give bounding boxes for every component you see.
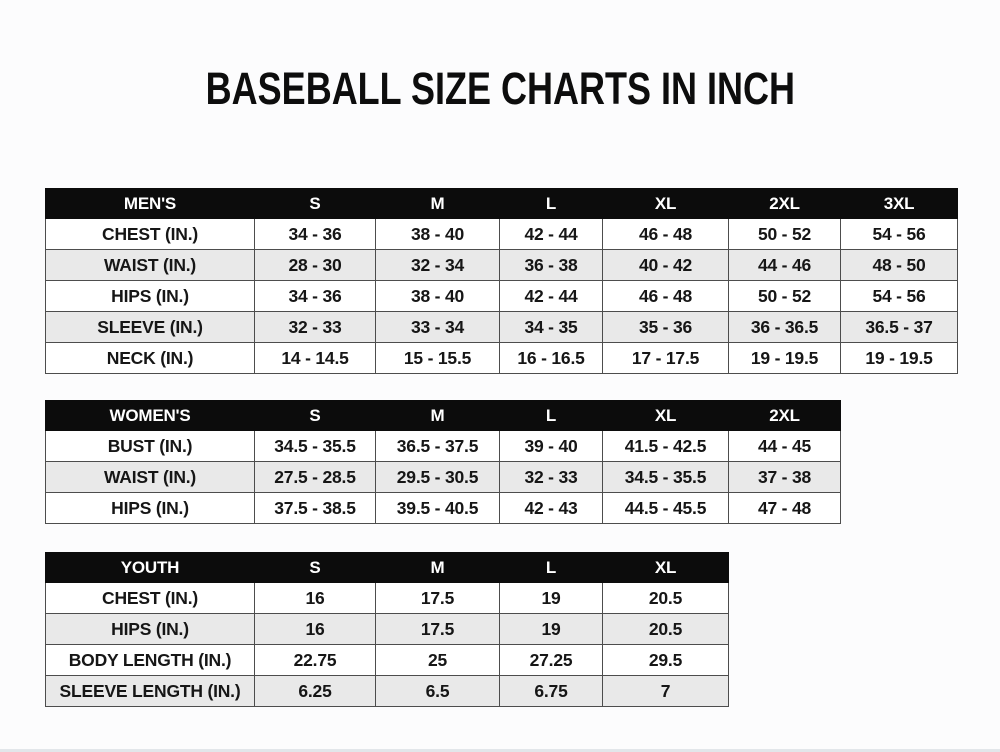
size-cell: 34 - 36 (255, 219, 376, 250)
womens-table-title: WOMEN'S (46, 401, 255, 431)
row-label: SLEEVE LENGTH (IN.) (46, 676, 255, 707)
size-cell: 33 - 34 (376, 312, 500, 343)
mens-header-row (46, 189, 958, 219)
size-cell: 34 - 35 (500, 312, 603, 343)
mens-col-header-xl: XL (603, 189, 729, 219)
size-cell: 19 (500, 583, 603, 614)
size-cell: 35 - 36 (603, 312, 729, 343)
size-cell: 39.5 - 40.5 (376, 493, 500, 524)
size-cell: 54 - 56 (841, 219, 958, 250)
row-label: NECK (IN.) (46, 343, 255, 374)
row-label: CHEST (IN.) (46, 219, 255, 250)
size-cell: 20.5 (603, 583, 729, 614)
row-label: BUST (IN.) (46, 431, 255, 462)
size-cell: 36 - 36.5 (729, 312, 841, 343)
size-cell: 38 - 40 (376, 219, 500, 250)
womens-row-waist (46, 462, 841, 493)
row-label: WAIST (IN.) (46, 462, 255, 493)
mens-col-header-l: L (500, 189, 603, 219)
size-cell: 7 (603, 676, 729, 707)
size-cell: 20.5 (603, 614, 729, 645)
size-cell: 42 - 44 (500, 281, 603, 312)
size-cell: 17.5 (376, 614, 500, 645)
size-cell: 27.5 - 28.5 (255, 462, 376, 493)
size-cell: 40 - 42 (603, 250, 729, 281)
youth-size-table (45, 552, 729, 707)
youth-row-chest (46, 583, 729, 614)
size-cell: 32 - 33 (500, 462, 603, 493)
size-cell: 15 - 15.5 (376, 343, 500, 374)
size-cell: 25 (376, 645, 500, 676)
size-cell: 17 - 17.5 (603, 343, 729, 374)
size-cell: 19 - 19.5 (729, 343, 841, 374)
size-cell: 19 (500, 614, 603, 645)
size-cell: 27.25 (500, 645, 603, 676)
size-cell: 19 - 19.5 (841, 343, 958, 374)
size-cell: 29.5 (603, 645, 729, 676)
womens-size-table (45, 400, 841, 524)
size-cell: 32 - 34 (376, 250, 500, 281)
womens-col-header-xl: XL (603, 401, 729, 431)
womens-col-header-m: M (376, 401, 500, 431)
womens-col-header-l: L (500, 401, 603, 431)
page-title (0, 64, 1000, 114)
mens-row-hips (46, 281, 958, 312)
mens-size-table (45, 188, 958, 374)
size-cell: 34.5 - 35.5 (255, 431, 376, 462)
size-cell: 29.5 - 30.5 (376, 462, 500, 493)
size-cell: 54 - 56 (841, 281, 958, 312)
size-cell: 32 - 33 (255, 312, 376, 343)
womens-col-header-s: S (255, 401, 376, 431)
size-cell: 37 - 38 (729, 462, 841, 493)
size-cell: 16 - 16.5 (500, 343, 603, 374)
size-cell: 46 - 48 (603, 219, 729, 250)
size-cell: 36 - 38 (500, 250, 603, 281)
size-cell: 42 - 44 (500, 219, 603, 250)
youth-table-title: YOUTH (46, 553, 255, 583)
womens-row-bust (46, 431, 841, 462)
size-cell: 50 - 52 (729, 219, 841, 250)
size-cell: 37.5 - 38.5 (255, 493, 376, 524)
mens-col-header-2xl: 2XL (729, 189, 841, 219)
row-label: SLEEVE (IN.) (46, 312, 255, 343)
size-cell: 6.5 (376, 676, 500, 707)
size-cell: 41.5 - 42.5 (603, 431, 729, 462)
row-label: WAIST (IN.) (46, 250, 255, 281)
womens-header-row (46, 401, 841, 431)
mens-row-sleeve (46, 312, 958, 343)
size-cell: 47 - 48 (729, 493, 841, 524)
row-label: HIPS (IN.) (46, 281, 255, 312)
size-cell: 34.5 - 35.5 (603, 462, 729, 493)
womens-col-header-2xl: 2XL (729, 401, 841, 431)
size-cell: 14 - 14.5 (255, 343, 376, 374)
size-cell: 50 - 52 (729, 281, 841, 312)
size-cell: 34 - 36 (255, 281, 376, 312)
youth-row-body-length (46, 645, 729, 676)
mens-col-header-3xl: 3XL (841, 189, 958, 219)
mens-table-title: MEN'S (46, 189, 255, 219)
size-cell: 48 - 50 (841, 250, 958, 281)
womens-row-hips (46, 493, 841, 524)
youth-col-header-s: S (255, 553, 376, 583)
youth-header-row (46, 553, 729, 583)
youth-col-header-xl: XL (603, 553, 729, 583)
size-cell: 39 - 40 (500, 431, 603, 462)
size-cell: 46 - 48 (603, 281, 729, 312)
row-label: HIPS (IN.) (46, 614, 255, 645)
size-cell: 36.5 - 37.5 (376, 431, 500, 462)
size-cell: 28 - 30 (255, 250, 376, 281)
size-cell: 22.75 (255, 645, 376, 676)
mens-col-header-m: M (376, 189, 500, 219)
page-title-text: BASEBALL SIZE CHARTS IN INCH (205, 63, 795, 114)
youth-col-header-l: L (500, 553, 603, 583)
mens-col-header-s: S (255, 189, 376, 219)
size-cell: 36.5 - 37 (841, 312, 958, 343)
youth-row-hips (46, 614, 729, 645)
size-cell: 16 (255, 614, 376, 645)
mens-row-waist (46, 250, 958, 281)
size-cell: 42 - 43 (500, 493, 603, 524)
youth-row-sleeve-length (46, 676, 729, 707)
size-cell: 17.5 (376, 583, 500, 614)
size-cell: 6.25 (255, 676, 376, 707)
size-cell: 38 - 40 (376, 281, 500, 312)
row-label: HIPS (IN.) (46, 493, 255, 524)
size-cell: 16 (255, 583, 376, 614)
row-label: BODY LENGTH (IN.) (46, 645, 255, 676)
size-cell: 44 - 46 (729, 250, 841, 281)
youth-col-header-m: M (376, 553, 500, 583)
mens-row-neck (46, 343, 958, 374)
mens-row-chest (46, 219, 958, 250)
size-cell: 44 - 45 (729, 431, 841, 462)
size-cell: 6.75 (500, 676, 603, 707)
row-label: CHEST (IN.) (46, 583, 255, 614)
size-cell: 44.5 - 45.5 (603, 493, 729, 524)
